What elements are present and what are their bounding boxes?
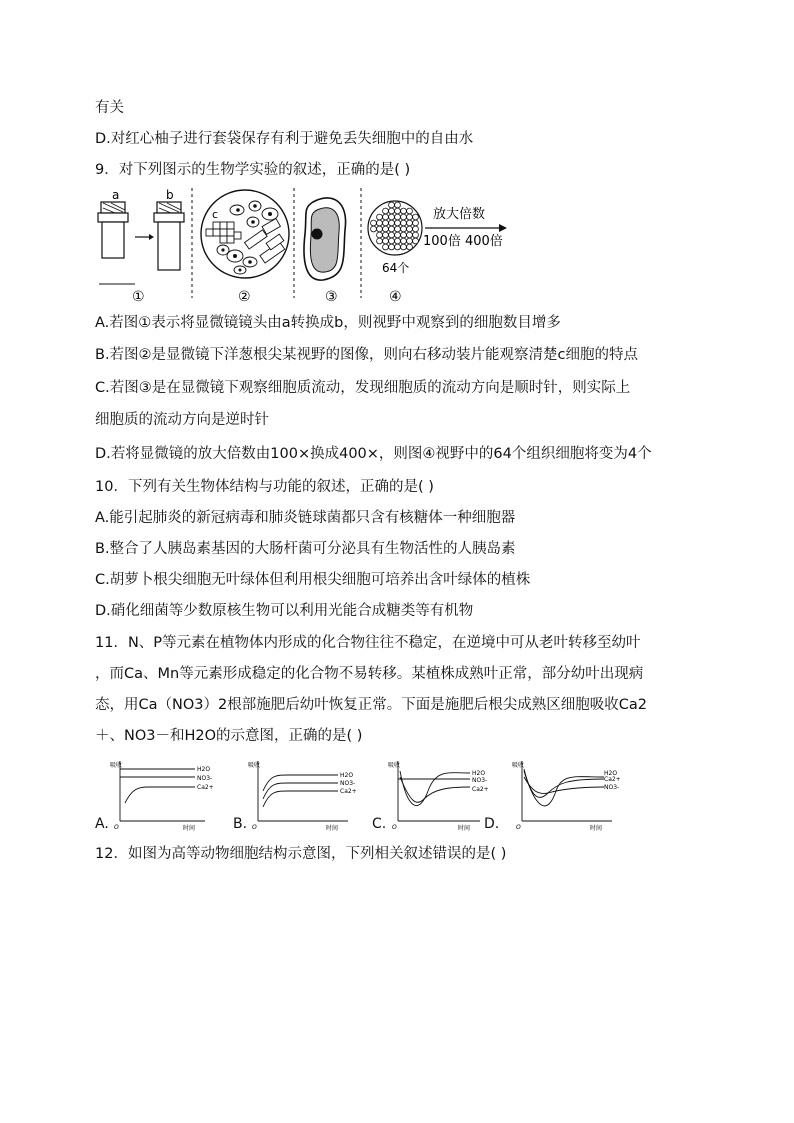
tissue-cell bbox=[413, 232, 419, 238]
q10-option-a: A.能引起肺炎的新冠病毒和肺炎链球菌都只含有核糖体一种细胞器 bbox=[95, 510, 516, 526]
question-9: 9．对下列图示的生物学实验的叙述，正确的是( ) bbox=[95, 162, 411, 178]
series-line bbox=[400, 777, 470, 802]
tissue-cell bbox=[383, 220, 389, 226]
cell-count-label: 64个 bbox=[382, 261, 410, 275]
series-label: NO3- bbox=[472, 777, 488, 784]
tissue-cell bbox=[401, 226, 407, 232]
graph-option-c: C. bbox=[372, 816, 387, 832]
tissue-cell bbox=[377, 238, 383, 244]
absorption-graph bbox=[388, 761, 489, 832]
series-line bbox=[263, 791, 338, 807]
series-label: H2O bbox=[340, 772, 354, 779]
x-axis-label: 时间 bbox=[458, 825, 471, 832]
series-line bbox=[524, 769, 604, 797]
origin-label: O bbox=[252, 824, 257, 831]
q9-option-d: D.若将显微镜的放大倍数由100×换成400×，则图④视野中的64个组织细胞将变为4个 bbox=[95, 446, 652, 462]
tissue-cell bbox=[383, 214, 389, 220]
series-label: Ca2+ bbox=[472, 786, 489, 793]
q10-option-c: C.胡萝卜根尖细胞无叶绿体但利用根尖细胞可培养出含叶绿体的植株 bbox=[95, 572, 531, 588]
question-11-line1: 11．N、P等元素在植物体内形成的化合物往往不稳定，在逆境中可从老叶转移至幼叶 bbox=[95, 635, 641, 651]
graph-option-d: D. bbox=[484, 816, 500, 832]
tissue-cell bbox=[395, 226, 401, 232]
tissue-cell bbox=[389, 232, 395, 238]
cell-c-label: c bbox=[212, 208, 219, 221]
tissue-cells-view bbox=[368, 201, 422, 255]
question-12: 12．如图为高等动物细胞结构示意图，下列相关叙述错误的是( ) bbox=[95, 846, 507, 862]
q9-option-c: C.若图③是在显微镜下观察细胞质流动，发现细胞质的流动方向是顺时针，则实际上 bbox=[95, 380, 631, 396]
graph-option-a: A. bbox=[95, 816, 109, 832]
q9-option-a: A.若图①表示将显微镜镜头由a转换成b，则视野中观察到的细胞数目增多 bbox=[95, 315, 561, 331]
tissue-cell bbox=[377, 226, 383, 232]
tissue-cell bbox=[377, 220, 383, 226]
tissue-cell bbox=[383, 226, 389, 232]
tissue-cell bbox=[395, 220, 401, 226]
tissue-cell bbox=[389, 244, 395, 250]
tissue-cell bbox=[389, 214, 395, 220]
q9-option-b: B.若图②是显微镜下洋葱根尖某视野的图像，则向右移动装片能观察清楚c细胞的特点 bbox=[95, 347, 639, 363]
tissue-cell bbox=[413, 220, 419, 226]
tissue-cell bbox=[407, 214, 413, 220]
tissue-cell bbox=[383, 238, 389, 244]
series-label: NO3- bbox=[604, 784, 620, 791]
origin-label: O bbox=[516, 824, 521, 831]
series-label: H2O bbox=[197, 766, 211, 773]
lens-a-label: a bbox=[112, 188, 120, 202]
tissue-cell bbox=[395, 244, 401, 250]
y-axis-label: 吸收 bbox=[248, 762, 261, 769]
q10-option-b: B.整合了人胰岛素基因的大肠杆菌可分泌具有生物活性的人胰岛素 bbox=[95, 541, 516, 557]
x-axis-label: 时间 bbox=[326, 825, 339, 832]
q10-option-d: D.硝化细菌等少数原核生物可以利用光能合成糖类等有机物 bbox=[95, 603, 474, 619]
absorption-graph bbox=[512, 761, 621, 832]
series-label: Ca2+ bbox=[340, 788, 357, 795]
graph-option-b: B. bbox=[233, 816, 248, 832]
tissue-cell bbox=[401, 214, 407, 220]
zoom-values: 100倍 400倍 bbox=[423, 234, 503, 249]
tissue-cell bbox=[413, 226, 419, 232]
absorption-graph bbox=[248, 761, 357, 832]
question-11-line4: ＋、NO3－和H2O的示意图，正确的是( ) bbox=[95, 728, 363, 744]
option-d: D.对红心柚子进行套袋保存有利于避免丢失细胞中的自由水 bbox=[95, 131, 474, 147]
tissue-cell bbox=[389, 208, 395, 214]
tissue-cell bbox=[407, 208, 413, 214]
zoom-title: 放大倍数 bbox=[433, 207, 486, 222]
tissue-cell bbox=[395, 214, 401, 220]
tissue-cell bbox=[401, 220, 407, 226]
origin-label: O bbox=[114, 824, 119, 831]
series-label: NO3- bbox=[340, 780, 356, 787]
tissue-cell bbox=[371, 220, 377, 226]
tissue-cell bbox=[407, 220, 413, 226]
x-axis-label: 时间 bbox=[183, 825, 196, 832]
tissue-cell bbox=[413, 214, 419, 220]
x-axis-label: 时间 bbox=[590, 825, 603, 832]
tissue-cell bbox=[401, 238, 407, 244]
tissue-cell bbox=[389, 226, 395, 232]
tissue-cell bbox=[383, 244, 389, 250]
y-axis-label: 吸收 bbox=[512, 762, 525, 769]
absorption-graph bbox=[110, 761, 214, 832]
tissue-cell bbox=[371, 226, 377, 232]
question-10: 10．下列有关生物体结构与功能的叙述，正确的是( ) bbox=[95, 479, 434, 495]
series-line bbox=[400, 771, 470, 806]
tissue-cell bbox=[401, 208, 407, 214]
figure-number-3: ③ bbox=[325, 289, 338, 305]
figure-number-2: ② bbox=[238, 289, 251, 305]
figure-number-1: ① bbox=[132, 289, 145, 305]
tissue-cell bbox=[395, 238, 401, 244]
series-label: H2O bbox=[604, 770, 618, 777]
tissue-cell bbox=[377, 214, 383, 220]
tissue-cell bbox=[389, 220, 395, 226]
root-tip-view bbox=[201, 190, 289, 278]
tissue-cell bbox=[401, 232, 407, 238]
question-11-line3: 态，用Ca（NO3）2根部施肥后幼叶恢复正常。下面是施肥后根尖成熟区细胞吸收Ca2 bbox=[95, 697, 647, 713]
tissue-cell bbox=[401, 244, 407, 250]
q11-graphs bbox=[0, 755, 794, 835]
tissue-cell bbox=[389, 202, 395, 208]
tissue-cell bbox=[383, 208, 389, 214]
q9-option-c-cont: 细胞质的流动方向是逆时针 bbox=[95, 412, 269, 428]
question-11-line2: ，而Ca、Mn等元素形成稳定的化合物不易转移。某植株成熟叶正常，部分幼叶出现病 bbox=[95, 666, 644, 682]
q9-figure bbox=[95, 188, 515, 306]
tissue-cell bbox=[395, 202, 401, 208]
series-label: Ca2+ bbox=[197, 784, 214, 791]
cytoplasm-flow-view bbox=[304, 198, 346, 280]
tissue-cell bbox=[395, 208, 401, 214]
figure-number-4: ④ bbox=[389, 289, 402, 305]
tissue-cell bbox=[407, 232, 413, 238]
series-label: NO3- bbox=[197, 775, 213, 782]
origin-label: O bbox=[392, 824, 397, 831]
series-line bbox=[125, 787, 195, 803]
tissue-cell bbox=[407, 226, 413, 232]
tissue-cell bbox=[407, 238, 413, 244]
y-axis-label: 吸收 bbox=[388, 762, 401, 769]
lens-diagram bbox=[98, 188, 184, 284]
series-label: Ca2+ bbox=[604, 776, 621, 783]
lens-b-label: b bbox=[166, 188, 174, 202]
tissue-cell bbox=[377, 232, 383, 238]
tissue-cell bbox=[413, 238, 419, 244]
series-label: H2O bbox=[472, 770, 486, 777]
tissue-cell bbox=[389, 238, 395, 244]
y-axis-label: 吸收 bbox=[110, 762, 123, 769]
text-line: 有关 bbox=[95, 100, 124, 116]
series-line bbox=[524, 771, 604, 806]
tissue-cell bbox=[383, 232, 389, 238]
tissue-cell bbox=[395, 232, 401, 238]
tissue-cell bbox=[407, 244, 413, 250]
